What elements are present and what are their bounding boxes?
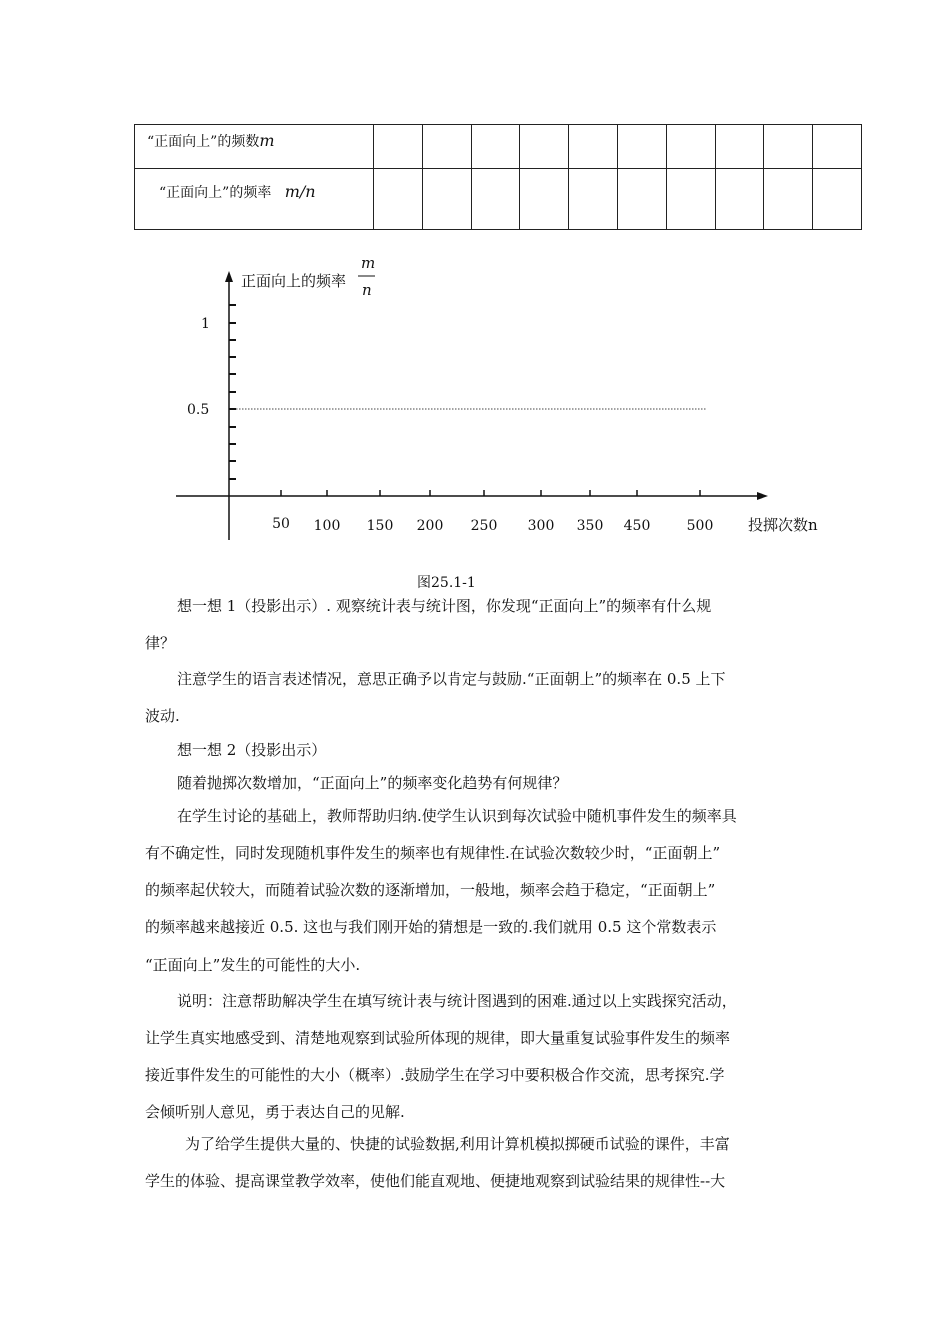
paragraph-line: 律？ bbox=[145, 634, 176, 652]
x-ticks bbox=[281, 490, 700, 496]
paragraph-line: 为了给学生提供大量的、快捷的试验数据,利用计算机模拟掷硬币试验的课件，丰富 bbox=[185, 1135, 730, 1153]
x-tick-label-250: 250 bbox=[470, 518, 498, 534]
figure-caption: 图25.1-1 bbox=[417, 575, 476, 591]
frequency-chart bbox=[0, 240, 950, 560]
paragraph-line: 随着抛掷次数增加，“正面向上”的频率变化趋势有何规律？ bbox=[177, 774, 568, 792]
paragraph-line: 注意学生的语言表述情况，意思正确予以肯定与鼓励.“正面朝上”的频率在 0.5 上下 bbox=[177, 670, 726, 688]
table-cell bbox=[520, 125, 569, 169]
table-cell bbox=[666, 125, 715, 169]
x-tick-label-300: 300 bbox=[527, 518, 555, 534]
table-cell bbox=[374, 125, 423, 169]
table-cell bbox=[813, 169, 862, 230]
paragraph-line: 的频率起伏较大，而随着试验次数的逐渐增加，一般地，频率会趋于稳定，“正面朝上” bbox=[145, 881, 716, 899]
paragraph-line: 接近事件发生的可能性的大小（概率）.鼓励学生在学习中要积极合作交流，思考探究.学 bbox=[145, 1066, 725, 1084]
frequency-table bbox=[134, 124, 862, 230]
y-axis-arrow-icon bbox=[225, 271, 233, 282]
y-axis-label-denominator: n bbox=[362, 281, 372, 299]
table-cell bbox=[666, 169, 715, 230]
table-cell bbox=[715, 125, 764, 169]
x-tick-label-100: 100 bbox=[313, 518, 341, 534]
paragraph-line: 在学生讨论的基础上，教师帮助归纳.使学生认识到每次试验中随机事件发生的频率具 bbox=[177, 807, 737, 825]
table-cell bbox=[471, 125, 520, 169]
paragraph-line: “正面向上”发生的可能性的大小. bbox=[145, 956, 361, 974]
table-cell bbox=[764, 125, 813, 169]
table-cell bbox=[422, 125, 471, 169]
table-row bbox=[135, 125, 862, 169]
table-cell bbox=[617, 169, 666, 230]
table-cell bbox=[617, 125, 666, 169]
paragraph-line: 说明：注意帮助解决学生在填写统计表与统计图遇到的困难.通过以上实践探究活动， bbox=[177, 992, 737, 1010]
table-cell bbox=[471, 169, 520, 230]
table-cell bbox=[569, 169, 618, 230]
table-cell bbox=[374, 169, 423, 230]
table-row bbox=[135, 169, 862, 230]
x-tick-label-500: 500 bbox=[686, 518, 714, 534]
table-cell bbox=[520, 169, 569, 230]
x-axis-arrow-icon bbox=[757, 492, 768, 500]
row2-variable: m/n bbox=[284, 182, 316, 201]
y-tick-label-1: 1 bbox=[201, 316, 210, 332]
table-cell bbox=[764, 169, 813, 230]
table-cell bbox=[813, 125, 862, 169]
paragraph-line: 有不确定性，同时发现随机事件发生的频率也有规律性.在试验次数较少时，“正面朝上” bbox=[145, 844, 721, 862]
paragraph-line: 让学生真实地感受到、清楚地观察到试验所体现的规律，即大量重复试验事件发生的频率 bbox=[145, 1029, 731, 1047]
paragraph-line: 想一想 1（投影出示）. 观察统计表与统计图，你发现“正面向上”的频率有什么规 bbox=[177, 597, 712, 615]
y-axis-label-numerator: m bbox=[361, 254, 376, 272]
table-cell bbox=[569, 125, 618, 169]
x-tick-label-150: 150 bbox=[366, 518, 394, 534]
x-tick-labels bbox=[272, 516, 713, 534]
row2-label: “正面向上”的频率 bbox=[159, 185, 272, 201]
x-tick-label-50: 50 bbox=[272, 516, 290, 532]
y-axis-label: 正面向上的频率 bbox=[241, 272, 347, 290]
table-row-label bbox=[135, 125, 374, 169]
table-cell bbox=[715, 169, 764, 230]
paragraph-line: 会倾听别人意见，勇于表达自己的见解. bbox=[145, 1103, 405, 1121]
paragraph-line: 波动. bbox=[145, 707, 180, 725]
row1-label: “正面向上”的频数 bbox=[147, 133, 260, 150]
table-cell bbox=[422, 169, 471, 230]
x-tick-label-450: 450 bbox=[623, 518, 651, 534]
paragraph-line: 的频率越来越接近 0.5. 这也与我们刚开始的猜想是一致的.我们就用 0.5 这个常数表示 bbox=[145, 918, 717, 936]
paragraph-line: 想一想 2（投影出示） bbox=[177, 741, 327, 759]
paragraph-line: 学生的体验、提高课堂教学效率，使他们能直观地、便捷地观察到试验结果的规律性--大 bbox=[145, 1172, 726, 1190]
x-tick-label-200: 200 bbox=[416, 518, 444, 534]
x-axis-label: 投掷次数n bbox=[748, 516, 818, 534]
table-row-label bbox=[135, 169, 374, 230]
y-minor-ticks bbox=[229, 305, 236, 479]
x-tick-label-350: 350 bbox=[576, 518, 604, 534]
row1-variable: m bbox=[259, 130, 275, 150]
y-tick-label-0-5: 0.5 bbox=[187, 402, 210, 418]
